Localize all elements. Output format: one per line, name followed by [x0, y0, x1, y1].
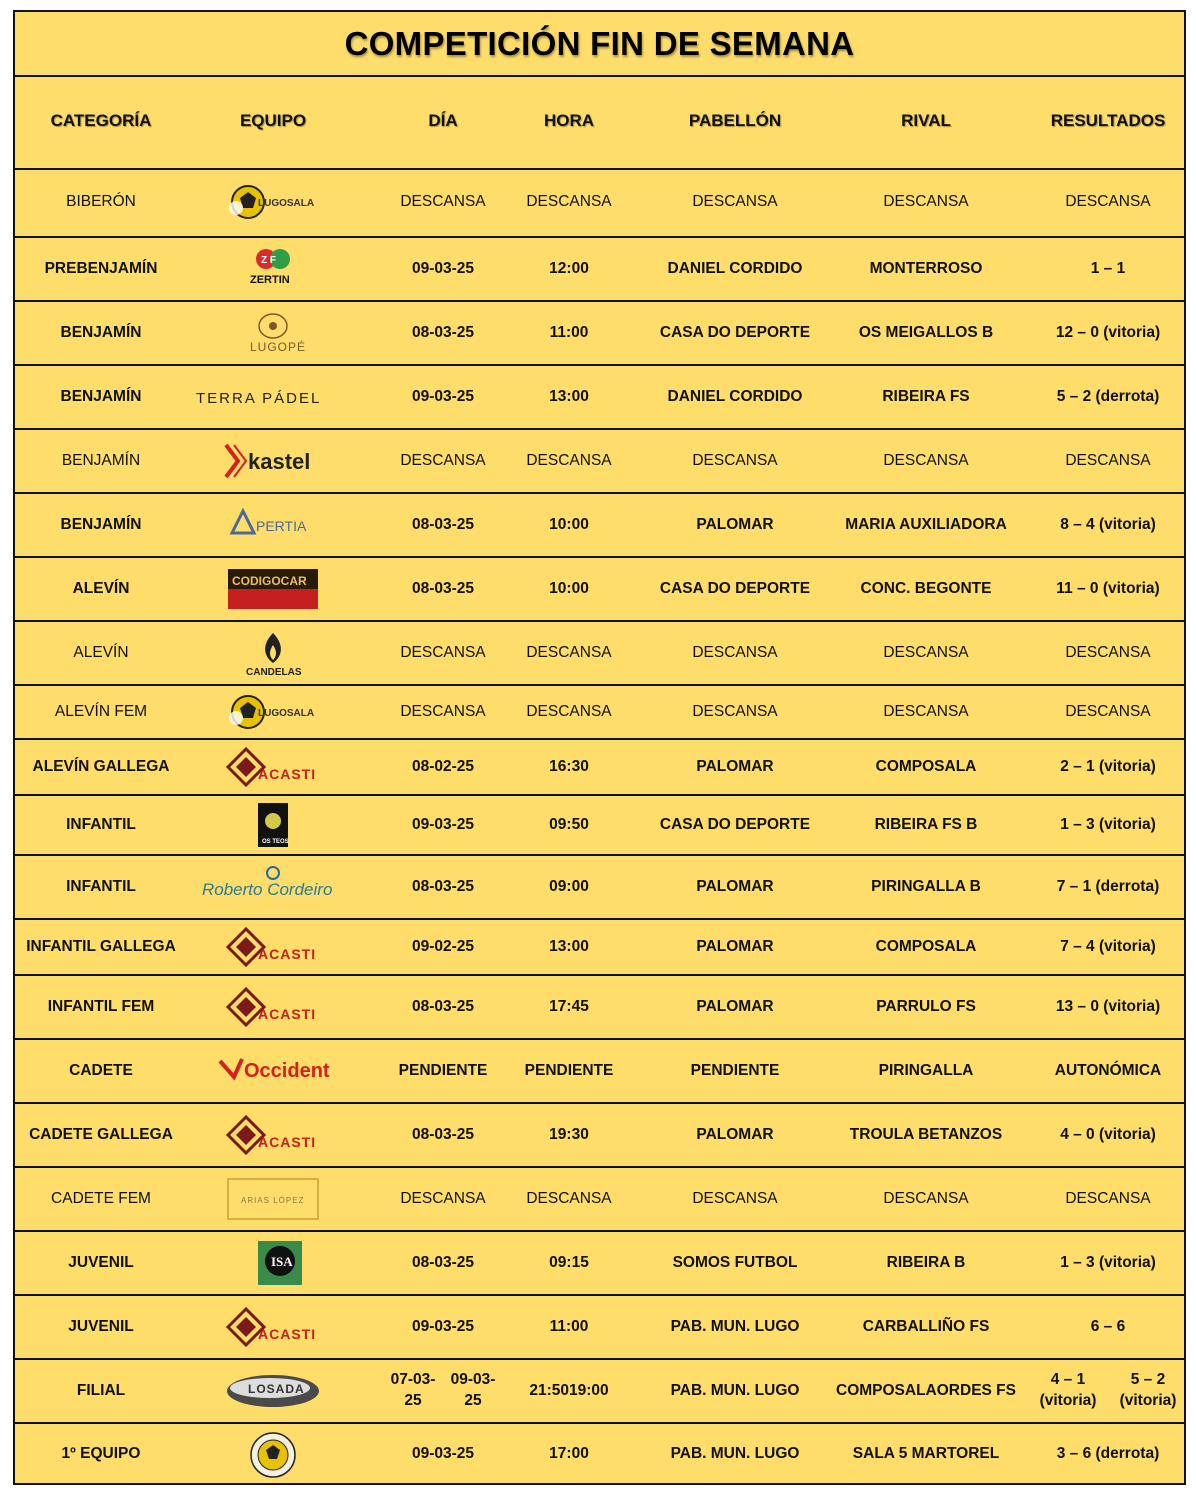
pabellon-cell: PALOMAR	[696, 877, 774, 895]
svg-text:TERRA PÁDEL: TERRA PÁDEL	[196, 390, 322, 407]
rival-cell: OS MEIGALLOS B	[858, 323, 994, 341]
hora-cell: 13:00	[549, 937, 589, 955]
svg-text:LUGOPÉ: LUGOPÉ	[250, 340, 307, 354]
svg-text:LUGOSALA: LUGOSALA	[258, 708, 315, 719]
rival-cell: DESCANSA	[883, 192, 969, 210]
table-row	[15, 622, 1184, 686]
hora-cell: DESCANSA	[526, 451, 612, 469]
svg-text:ACASTI: ACASTI	[258, 1134, 317, 1150]
pabellon-cell: PENDIENTE	[690, 1061, 780, 1079]
pabellon-cell: PALOMAR	[696, 515, 774, 533]
rival-cell-line-1: COMPOSALA	[836, 1381, 937, 1399]
rival-cell: MONTERROSO	[869, 259, 983, 277]
acasti-logo	[187, 740, 359, 794]
table-row	[15, 558, 1184, 622]
acasti-logo	[187, 976, 359, 1038]
resultado-cell: 1 – 3 (vitoria)	[1060, 1253, 1156, 1271]
rival-cell: COMPOSALA	[875, 757, 977, 775]
resultado-cell: 7 – 4 (vitoria)	[1060, 937, 1156, 955]
rival-cell: RIBEIRA FS B	[874, 815, 978, 833]
codigocar-logo	[187, 558, 359, 620]
hora-cell: 11:00	[549, 323, 589, 341]
hora-cell: 09:00	[549, 877, 589, 895]
rival-cell: COMPOSALA	[875, 937, 977, 955]
lugo-sala-anniversary-logo	[187, 1424, 359, 1485]
dia-cell: 09-03-25	[411, 1445, 475, 1463]
svg-text:PERTIA: PERTIA	[256, 518, 307, 534]
candelas-logo	[187, 622, 359, 684]
hora-cell: 13:00	[549, 387, 589, 405]
pabellon-cell: CASA DO DEPORTE	[659, 815, 811, 833]
isa-logo	[187, 1232, 359, 1294]
table-row	[15, 1040, 1184, 1104]
pabellon-cell: CASA DO DEPORTE	[659, 579, 811, 597]
header-equipo: EQUIPO	[239, 111, 307, 131]
categoria-cell: ALEVÍN GALLEGA	[32, 757, 170, 775]
pabellon-cell: PALOMAR	[696, 997, 774, 1015]
acasti-logo	[187, 920, 359, 974]
zertin-logo	[187, 238, 359, 300]
svg-text:LUGOSALA: LUGOSALA	[258, 198, 315, 209]
lugo-sala-logo	[187, 686, 359, 738]
svg-text:ARIAS LÓPEZ: ARIAS LÓPEZ	[241, 1196, 305, 1205]
hora-cell: 17:00	[549, 1445, 589, 1463]
pertia-logo	[187, 494, 359, 556]
table-row	[15, 1168, 1184, 1232]
rival-cell: RIBEIRA FS	[882, 387, 970, 405]
resultado-cell: 5 – 2 (derrota)	[1056, 387, 1160, 405]
categoria-cell: BIBERÓN	[66, 192, 136, 210]
rival-cell	[831, 1360, 1021, 1422]
hora-cell: 17:45	[549, 997, 589, 1015]
dia-cell: DESCANSA	[400, 192, 486, 210]
svg-text:OS TEOS: OS TEOS	[262, 839, 289, 845]
pabellon-cell: DANIEL CORDIDO	[667, 259, 803, 277]
resultado-cell: DESCANSA	[1065, 1189, 1151, 1207]
pabellon-cell: PAB. MUN. LUGO	[670, 1445, 800, 1463]
categoria-cell: BENJAMÍN	[60, 515, 142, 533]
hora-cell: 12:00	[549, 259, 589, 277]
hora-cell	[509, 1360, 629, 1422]
svg-text:ISA: ISA	[271, 1254, 293, 1269]
dia-cell: 08-02-25	[411, 757, 475, 775]
table-row	[15, 1232, 1184, 1296]
hora-cell: DESCANSA	[526, 702, 612, 720]
header-dia: DÍA	[428, 111, 458, 131]
dia-cell: 08-03-25	[411, 1125, 475, 1143]
pabellon-cell: SOMOS FUTBOL	[672, 1253, 798, 1271]
dia-cell: 09-03-25	[411, 815, 475, 833]
rival-cell: DESCANSA	[883, 643, 969, 661]
resultado-cell: 7 – 1 (derrota)	[1056, 877, 1160, 895]
dia-cell: 08-03-25	[411, 515, 475, 533]
svg-text:ACASTI: ACASTI	[258, 946, 317, 962]
hora-cell: 10:00	[549, 579, 589, 597]
categoria-cell: BENJAMÍN	[60, 323, 142, 341]
dia-cell: PENDIENTE	[398, 1061, 488, 1079]
categoria-cell: INFANTIL FEM	[47, 997, 155, 1015]
table-row	[15, 302, 1184, 366]
dia-cell: DESCANSA	[400, 643, 486, 661]
pabellon-cell: DANIEL CORDIDO	[667, 387, 803, 405]
table-row	[15, 238, 1184, 302]
categoria-cell: CADETE	[69, 1061, 133, 1079]
hora-cell: 11:00	[549, 1317, 589, 1335]
resultado-cell: 1 – 3 (vitoria)	[1060, 815, 1156, 833]
os-teos-logo	[187, 796, 359, 854]
pabellon-cell: DESCANSA	[692, 1189, 778, 1207]
dia-cell	[383, 1360, 503, 1422]
resultado-cell: 6 – 6	[1090, 1317, 1126, 1335]
pabellon-cell: DESCANSA	[692, 702, 778, 720]
resultado-cell: DESCANSA	[1065, 451, 1151, 469]
hora-cell: DESCANSA	[526, 1189, 612, 1207]
categoria-cell: PREBENJAMÍN	[44, 259, 158, 277]
dia-cell: 09-03-25	[411, 387, 475, 405]
categoria-cell: JUVENIL	[68, 1317, 134, 1335]
svg-text:Z F: Z F	[261, 255, 276, 266]
resultado-cell: 4 – 0 (vitoria)	[1060, 1125, 1156, 1143]
rival-cell: DESCANSA	[883, 451, 969, 469]
pabellon-cell: DESCANSA	[692, 451, 778, 469]
dia-cell: 08-03-25	[411, 1253, 475, 1271]
header-resultados: RESULTADOS	[1050, 111, 1166, 131]
table-row	[15, 1424, 1184, 1485]
dia-cell: DESCANSA	[400, 1189, 486, 1207]
dia-cell: DESCANSA	[400, 702, 486, 720]
dia-cell: 08-03-25	[411, 997, 475, 1015]
dia-cell-line-2: 09-03-25	[450, 1371, 496, 1409]
svg-text:ACASTI: ACASTI	[258, 766, 317, 782]
dia-cell: 09-03-25	[411, 259, 475, 277]
rival-cell: TROULA BETANZOS	[849, 1125, 1003, 1143]
dia-cell: DESCANSA	[400, 451, 486, 469]
hora-cell: 16:30	[549, 757, 589, 775]
hora-cell: DESCANSA	[526, 192, 612, 210]
terra-padel-logo	[187, 366, 359, 428]
arias-lopez-logo	[187, 1168, 359, 1230]
svg-text:Occident: Occident	[244, 1060, 330, 1082]
categoria-cell: BENJAMÍN	[60, 387, 142, 405]
table-row	[15, 686, 1184, 740]
table-row	[15, 920, 1184, 976]
hora-cell: PENDIENTE	[524, 1061, 614, 1079]
acasti-logo	[187, 1104, 359, 1166]
resultado-cell: 12 – 0 (vitoria)	[1055, 323, 1161, 341]
categoria-cell: CADETE GALLEGA	[29, 1125, 173, 1143]
table-row	[15, 1360, 1184, 1424]
competition-sheet	[13, 10, 1186, 1485]
dia-cell: 08-03-25	[411, 579, 475, 597]
dia-cell: 09-03-25	[411, 1317, 475, 1335]
pabellon-cell: PALOMAR	[696, 1125, 774, 1143]
lugo-sala-logo	[187, 168, 359, 236]
roberto-cordeiro-logo	[187, 856, 359, 918]
categoria-cell: BENJAMÍN	[61, 451, 141, 469]
occident-logo	[187, 1040, 359, 1102]
categoria-cell: JUVENIL	[68, 1253, 134, 1271]
resultado-cell: 1 – 1	[1090, 259, 1126, 277]
resultado-cell: AUTONÓMICA	[1054, 1061, 1162, 1079]
svg-text:kastel: kastel	[248, 449, 311, 474]
resultado-cell: 8 – 4 (vitoria)	[1060, 515, 1156, 533]
kastel-logo	[187, 430, 359, 492]
table-row	[15, 430, 1184, 494]
losada-logo	[187, 1360, 359, 1422]
pabellon-cell: PALOMAR	[696, 757, 774, 775]
lugope-logo	[187, 302, 359, 364]
rival-cell: MARIA AUXILIADORA	[845, 515, 1007, 533]
header-rival: RIVAL	[901, 111, 951, 131]
resultado-cell: 3 – 6 (derrota)	[1056, 1445, 1160, 1463]
rival-cell: PARRULO FS	[876, 997, 976, 1015]
categoria-cell: ALEVÍN	[73, 643, 129, 661]
pabellon-cell: CASA DO DEPORTE	[659, 323, 811, 341]
rival-cell: CARBALLIÑO FS	[862, 1317, 990, 1335]
resultado-cell-line-1: 4 – 1 (vitoria)	[1039, 1371, 1097, 1409]
pabellon-cell: DESCANSA	[692, 192, 778, 210]
categoria-cell: INFANTIL	[66, 815, 136, 833]
categoria-cell: ALEVÍN FEM	[54, 702, 148, 720]
categoria-cell: FILIAL	[76, 1381, 126, 1399]
resultado-cell: 11 – 0 (vitoria)	[1056, 579, 1160, 597]
header-categoria: CATEGORÍA	[50, 111, 152, 131]
svg-text:CODIGOCAR: CODIGOCAR	[232, 574, 307, 588]
hora-cell: 19:30	[549, 1125, 589, 1143]
rival-cell-line-2: ORDES FS	[936, 1381, 1016, 1399]
rival-cell: PIRINGALLA	[878, 1061, 974, 1079]
table-row	[15, 1104, 1184, 1168]
hora-cell: DESCANSA	[526, 643, 612, 661]
categoria-cell: INFANTIL	[66, 877, 136, 895]
resultado-cell	[1028, 1360, 1188, 1422]
title-row	[15, 12, 1184, 77]
categoria-cell: CADETE FEM	[51, 1189, 151, 1207]
svg-text:Roberto Cordeiro: Roberto Cordeiro	[202, 880, 333, 899]
hora-cell: 09:50	[549, 815, 589, 833]
rival-cell: PIRINGALLA B	[871, 877, 981, 895]
pabellon-cell: DESCANSA	[692, 643, 778, 661]
table-row	[15, 976, 1184, 1040]
svg-text:ACASTI: ACASTI	[258, 1326, 317, 1342]
rival-cell: SALA 5 MARTOREL	[852, 1445, 1000, 1463]
svg-text:CANDELAS: CANDELAS	[246, 667, 302, 677]
header-pabellon: PABELLÓN	[688, 111, 782, 131]
rival-cell: CONC. BEGONTE	[860, 579, 992, 597]
svg-text:ACASTI: ACASTI	[258, 1006, 317, 1022]
table-row	[15, 740, 1184, 796]
resultado-cell: DESCANSA	[1065, 192, 1151, 210]
hora-cell-line-1: 21:50	[529, 1381, 569, 1399]
hora-cell: 10:00	[549, 515, 589, 533]
dia-cell-line-1: 07-03-25	[390, 1371, 436, 1409]
pabellon-cell: PAB. MUN. LUGO	[670, 1317, 800, 1335]
rival-cell: DESCANSA	[883, 702, 969, 720]
table-row	[15, 366, 1184, 430]
table-row	[15, 168, 1184, 238]
pabellon-cell: PALOMAR	[696, 937, 774, 955]
dia-cell: 08-03-25	[411, 323, 475, 341]
dia-cell: 09-02-25	[411, 937, 475, 955]
hora-cell: 09:15	[549, 1253, 589, 1271]
dia-cell: 08-03-25	[411, 877, 475, 895]
table-row	[15, 494, 1184, 558]
categoria-cell: 1º EQUIPO	[61, 1445, 141, 1463]
table-row	[15, 1296, 1184, 1360]
svg-text:LOSADA: LOSADA	[248, 1382, 305, 1396]
page-title: COMPETICIÓN FIN DE SEMANA	[344, 24, 855, 62]
hora-cell-line-2: 19:00	[569, 1381, 609, 1399]
categoria-cell: ALEVÍN	[72, 579, 130, 597]
categoria-cell: INFANTIL GALLEGA	[26, 937, 176, 955]
resultado-cell: DESCANSA	[1065, 702, 1151, 720]
resultado-cell: 13 – 0 (vitoria)	[1055, 997, 1161, 1015]
rival-cell: RIBEIRA B	[886, 1253, 966, 1271]
svg-text:ZERTIN: ZERTIN	[250, 274, 290, 286]
pabellon-cell: PAB. MUN. LUGO	[670, 1381, 800, 1399]
table-row	[15, 856, 1184, 920]
resultado-cell: 2 – 1 (vitoria)	[1060, 757, 1156, 775]
header-hora: HORA	[543, 111, 595, 131]
resultado-cell-line-2: 5 – 2 (vitoria)	[1119, 1371, 1177, 1409]
table-header	[15, 75, 1184, 170]
table-row	[15, 796, 1184, 856]
rival-cell: DESCANSA	[883, 1189, 969, 1207]
acasti-logo	[187, 1296, 359, 1358]
resultado-cell: DESCANSA	[1065, 643, 1151, 661]
